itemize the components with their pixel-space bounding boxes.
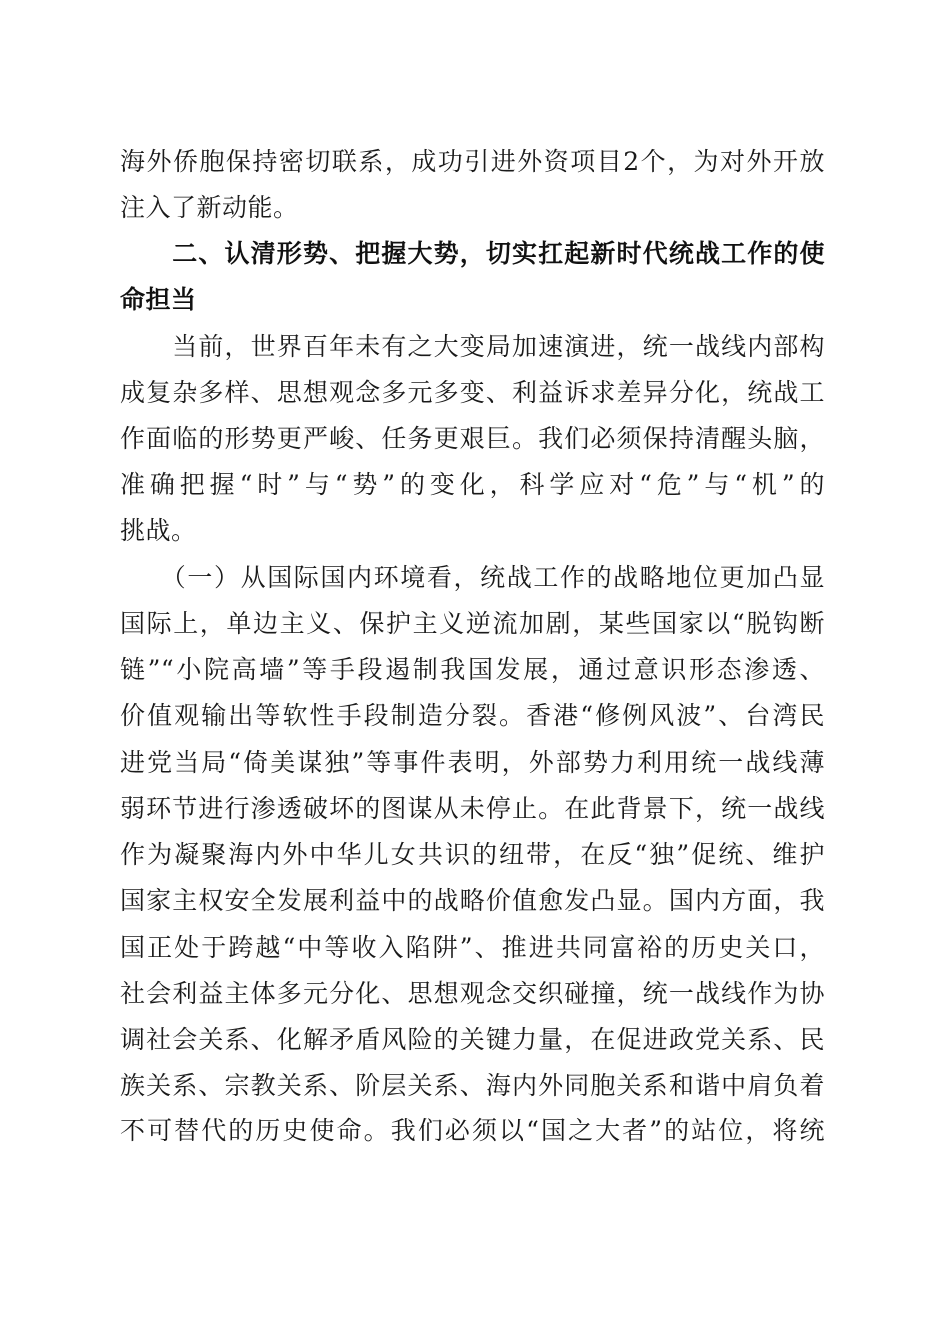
- text-line: 调社会关系、化解矛盾风险的关键力量，在促进政党关系、民: [120, 1025, 825, 1054]
- text-line: 价值观输出等软性手段制造分裂。香港“修例风波”、台湾民: [120, 701, 825, 730]
- text-line: 社会利益主体多元分化、思想观念交织碰撞，统一战线作为协: [120, 979, 825, 1008]
- text-line: 国正处于跨越“中等收入陷阱”、推进共同富裕的历史关口，: [120, 933, 825, 962]
- text-line: 国际上，单边主义、保护主义逆流加剧，某些国家以“脱钩断: [120, 609, 825, 638]
- text-line: 作面临的形势更严峻、任务更艰巨。我们必须保持清醒头脑，: [120, 424, 825, 453]
- subsection-heading: （一）从国际国内环境看，统战工作的战略地位更加凸显: [120, 563, 825, 592]
- text-line: 挑战。: [120, 516, 197, 545]
- text-line: 族关系、宗教关系、阶层关系、海内外同胞关系和谐中肩负着: [120, 1071, 825, 1100]
- text-line: 国家主权安全发展利益中的战略价值愈发凸显。国内方面，我: [120, 886, 825, 915]
- text-line: 当前，世界百年未有之大变局加速演进，统一战线内部构: [120, 332, 825, 361]
- section-heading: 二、认清形势、把握大势，切实扛起新时代统战工作的使: [120, 239, 825, 268]
- text-line: 准确把握“时”与“势”的变化，科学应对“危”与“机”的: [120, 470, 825, 499]
- text-line: 海外侨胞保持密切联系，成功引进外资项目2个，为对外开放: [120, 147, 825, 176]
- text-line: 弱环节进行渗透破坏的图谋从未停止。在此背景下，统一战线: [120, 794, 825, 823]
- text-line: 注入了新动能。: [120, 193, 299, 222]
- text-line: 进党当局“倚美谋独”等事件表明，外部势力利用统一战线薄: [120, 748, 825, 777]
- section-heading: 命担当: [120, 285, 197, 314]
- text-line: 作为凝聚海内外中华儿女共识的纽带，在反“独”促统、维护: [120, 840, 825, 869]
- text-line: 不可替代的历史使命。我们必须以“国之大者”的站位，将统: [120, 1116, 825, 1145]
- text-line: 成复杂多样、思想观念多元多变、利益诉求差异分化，统战工: [120, 378, 825, 407]
- text-line: 链”“小院高墙”等手段遏制我国发展，通过意识形态渗透、: [120, 655, 825, 684]
